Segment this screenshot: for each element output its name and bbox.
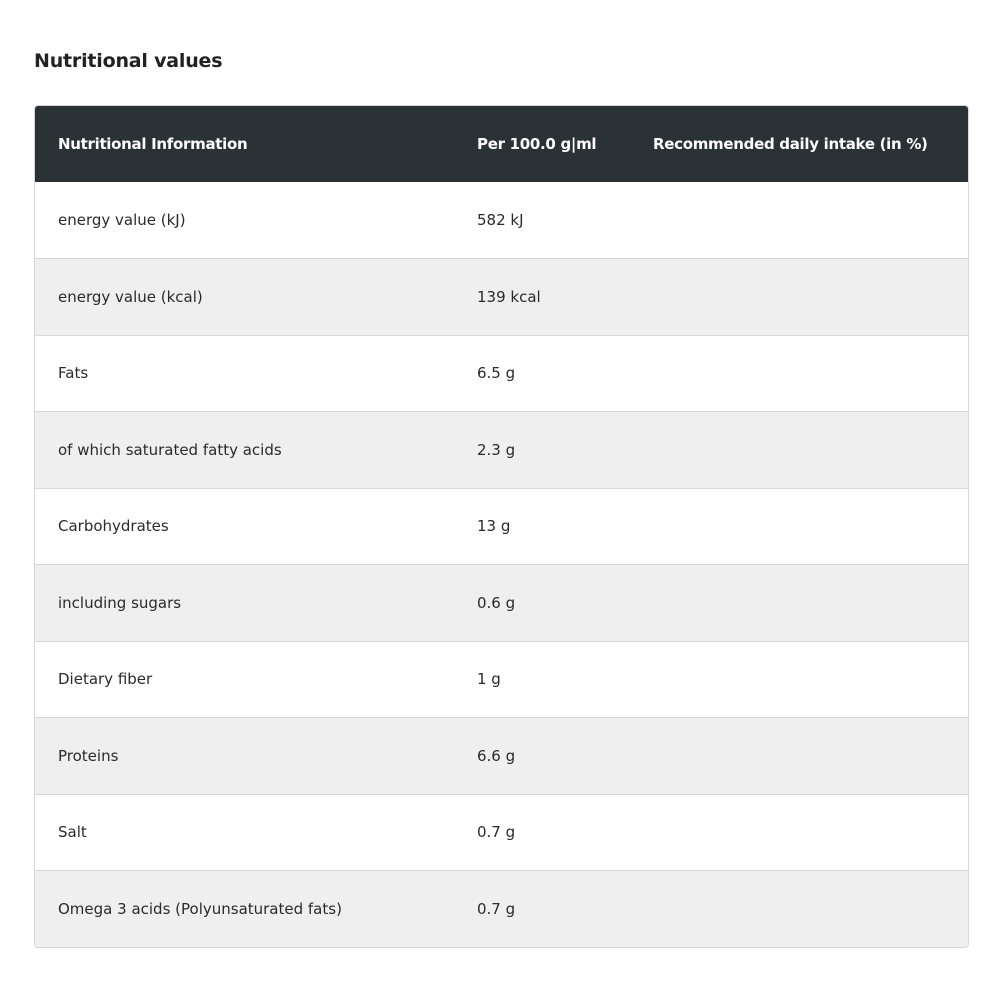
table-row — [35, 718, 968, 795]
column-header-per-100: Per 100.0 g|ml — [477, 135, 597, 153]
nutrient-name-cell: Carbohydrates — [58, 517, 169, 536]
rdi-value-cell — [632, 335, 968, 412]
rdi-value-cell — [632, 794, 968, 871]
per100-value-cell: 582 kJ — [477, 211, 524, 229]
nutrient-name-cell: Proteins — [58, 746, 119, 765]
table-row — [35, 259, 968, 336]
rdi-value-cell — [632, 412, 968, 489]
rdi-value-cell — [632, 182, 968, 259]
nutrition-table-container — [34, 105, 969, 948]
table-row — [35, 641, 968, 718]
nutrition-table — [35, 106, 968, 947]
per100-value-cell: 1 g — [477, 670, 501, 689]
table-row — [35, 794, 968, 871]
per100-value-cell: 139 kcal — [477, 287, 541, 306]
per100-value-cell: 6.6 g — [477, 746, 516, 765]
table-row — [35, 182, 968, 259]
column-header-recommended-daily-intake: Recommended daily intake (in %) — [653, 135, 928, 153]
nutrient-name-cell: energy value (kcal) — [58, 287, 203, 306]
rdi-value-cell — [632, 641, 968, 718]
rdi-value-cell — [632, 871, 968, 948]
rdi-value-cell — [632, 718, 968, 795]
per100-value-cell: 6.5 g — [477, 364, 516, 383]
rdi-value-cell — [632, 565, 968, 642]
nutrient-name-cell: Fats — [58, 364, 89, 383]
table-header-row — [35, 106, 968, 182]
per100-value-cell: 0.6 g — [477, 593, 516, 612]
table-row — [35, 565, 968, 642]
per100-value-cell: 0.7 g — [477, 823, 516, 842]
nutrient-name-cell: Omega 3 acids (Polyunsaturated fats) — [58, 900, 342, 918]
nutrient-name-cell: Dietary fiber — [58, 670, 153, 689]
nutrient-name-cell: including sugars — [58, 593, 182, 612]
table-row — [35, 412, 968, 489]
section-title: Nutritional values — [34, 50, 223, 72]
per100-value-cell: 13 g — [477, 517, 511, 536]
table-row — [35, 335, 968, 412]
per100-value-cell: 2.3 g — [477, 440, 516, 459]
nutrient-name-cell: Salt — [58, 823, 87, 842]
nutrient-name-cell: energy value (kJ) — [58, 211, 186, 229]
nutrient-name-cell: of which saturated fatty acids — [58, 440, 282, 459]
table-row — [35, 871, 968, 948]
rdi-value-cell — [632, 259, 968, 336]
table-row — [35, 488, 968, 565]
per100-value-cell: 0.7 g — [477, 900, 516, 918]
nutritional-values-section — [34, 0, 969, 918]
column-header-nutritional-information: Nutritional Information — [58, 135, 248, 153]
rdi-value-cell — [632, 488, 968, 565]
